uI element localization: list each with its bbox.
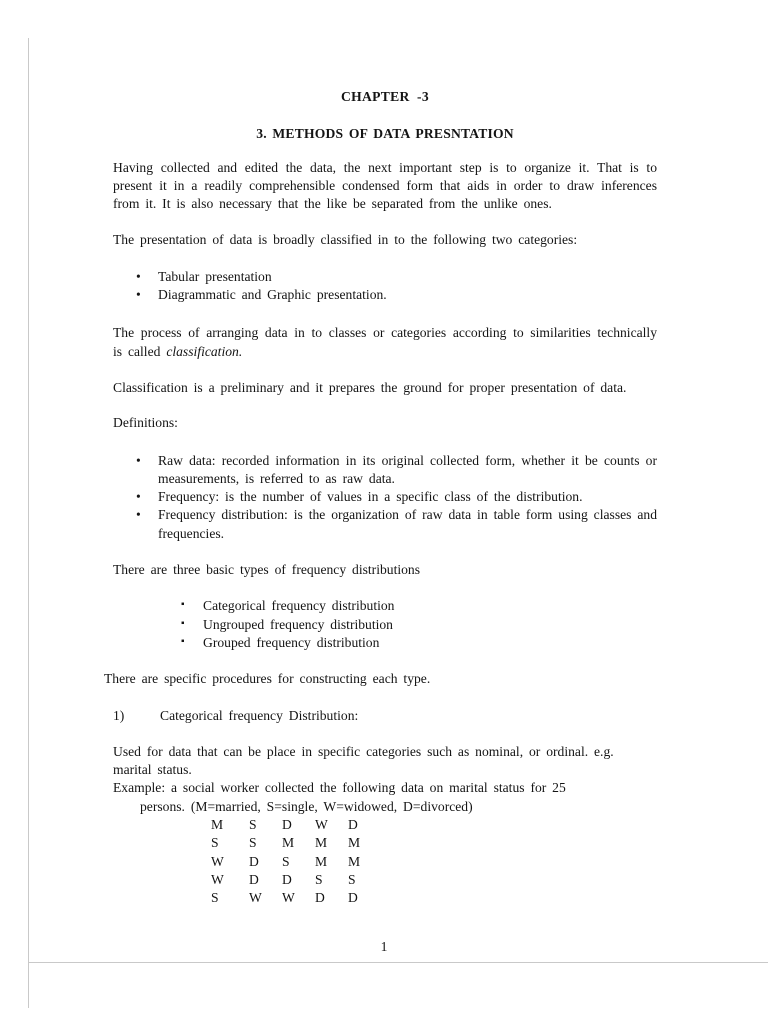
section-title: 3. METHODS OF DATA PRESNTATION bbox=[256, 126, 514, 142]
table-cell: M bbox=[315, 835, 328, 851]
numbered-item bbox=[113, 707, 657, 725]
table-cell: W bbox=[211, 853, 224, 869]
table-cell: S bbox=[348, 871, 356, 887]
table-row bbox=[211, 889, 657, 907]
paragraph-classification-text: The process of arranging data in to classes or categories according to similarities technically is called bbox=[113, 325, 657, 359]
table-cell: D bbox=[249, 853, 259, 869]
bullet-icon: • bbox=[136, 268, 141, 284]
square-bullet-icon: ▪ bbox=[181, 617, 185, 629]
table-cell: D bbox=[282, 817, 292, 833]
chapter-title: CHAPTER -3 bbox=[341, 89, 429, 104]
paragraph-categorical: Used for data that can be place in specific categories such as nominal, or ordinal. e.g. marital status. bbox=[113, 743, 614, 778]
table-cell: D bbox=[315, 890, 325, 906]
paragraph-intro: Having collected and edited the data, the next important step is to organize it. That is to present it in a readily comprehensible condensed form that aids in order to draw inferences from it. It is also necessary that the like be separated from the unlike ones. bbox=[113, 159, 657, 212]
list-item-text: Grouped frequency distribution bbox=[203, 634, 380, 650]
table-cell: W bbox=[315, 817, 328, 833]
table-cell: D bbox=[282, 871, 292, 887]
bullet-icon: • bbox=[136, 287, 141, 303]
scan-artifact-bottom-line bbox=[28, 962, 768, 963]
paragraph-procedures: There are specific procedures for constructing each type. bbox=[104, 671, 431, 687]
list-item bbox=[113, 634, 657, 652]
table-cell: M bbox=[348, 853, 361, 869]
list-item bbox=[113, 286, 657, 304]
item-label: Categorical frequency Distribution: bbox=[160, 707, 359, 723]
table-row bbox=[211, 834, 657, 852]
table-cell: W bbox=[282, 890, 295, 906]
table-row bbox=[211, 816, 657, 834]
list-item bbox=[113, 452, 657, 489]
table-cell: S bbox=[211, 890, 219, 906]
list-item bbox=[113, 488, 657, 506]
list-item-text: Frequency distribution: is the organization of raw data in table form using classes and frequencies. bbox=[158, 507, 657, 541]
table-row bbox=[211, 871, 657, 889]
classification-term: classification. bbox=[166, 343, 243, 359]
page-number: 1 bbox=[380, 939, 388, 954]
table-cell: D bbox=[348, 890, 358, 906]
definitions-heading: Definitions: bbox=[113, 415, 178, 431]
square-bullet-icon: ▪ bbox=[181, 635, 185, 647]
table-cell: D bbox=[348, 817, 358, 833]
paragraph-preliminary: Classification is a preliminary and it prepares the ground for proper presentation of data. bbox=[113, 379, 627, 395]
table-cell: M bbox=[348, 835, 361, 851]
scan-artifact-left-line bbox=[28, 38, 29, 1008]
table-row bbox=[211, 853, 657, 871]
definitions-list bbox=[113, 452, 657, 543]
paragraph-three-types: There are three basic types of frequency distributions bbox=[113, 562, 421, 578]
table-cell: S bbox=[315, 871, 323, 887]
item-number: 1) bbox=[113, 707, 125, 723]
page-content bbox=[104, 88, 657, 908]
list-item-text: Diagrammatic and Graphic presentation. bbox=[158, 287, 387, 303]
list-item bbox=[113, 597, 657, 615]
frequency-types-list bbox=[113, 597, 657, 652]
categories-list bbox=[113, 268, 657, 305]
marital-status-data-table bbox=[113, 816, 657, 907]
square-bullet-icon: ▪ bbox=[181, 599, 185, 611]
list-item-text: Categorical frequency distribution bbox=[203, 598, 395, 614]
example-line-1: Example: a social worker collected the following data on marital status for 25 bbox=[113, 780, 566, 796]
list-item bbox=[113, 616, 657, 634]
list-item-text: Frequency: is the number of values in a specific class of the distribution. bbox=[158, 489, 583, 505]
table-cell: M bbox=[211, 817, 224, 833]
table-cell: S bbox=[249, 835, 257, 851]
bullet-icon: • bbox=[136, 452, 141, 468]
table-cell: W bbox=[249, 890, 262, 906]
bullet-icon: • bbox=[136, 507, 141, 523]
list-item-text: Raw data: recorded information in its original collected form, whether it be counts or measurements, is referred to as raw data. bbox=[158, 452, 657, 486]
list-item bbox=[113, 268, 657, 286]
table-cell: W bbox=[211, 871, 224, 887]
paragraph-categories: The presentation of data is broadly classified in to the following two categories: bbox=[113, 232, 578, 248]
table-cell: S bbox=[211, 835, 219, 851]
table-cell: M bbox=[282, 835, 295, 851]
list-item-text: Ungrouped frequency distribution bbox=[203, 616, 393, 632]
list-item bbox=[113, 506, 657, 543]
example-line-2: persons. (M=married, S=single, W=widowed, D=divorced) bbox=[140, 798, 473, 814]
bullet-icon: • bbox=[136, 489, 141, 505]
table-cell: M bbox=[315, 853, 328, 869]
list-item-text: Tabular presentation bbox=[158, 268, 272, 284]
table-cell: D bbox=[249, 871, 259, 887]
table-cell: S bbox=[249, 817, 257, 833]
table-cell: S bbox=[282, 853, 290, 869]
paragraph-classification bbox=[113, 324, 657, 361]
